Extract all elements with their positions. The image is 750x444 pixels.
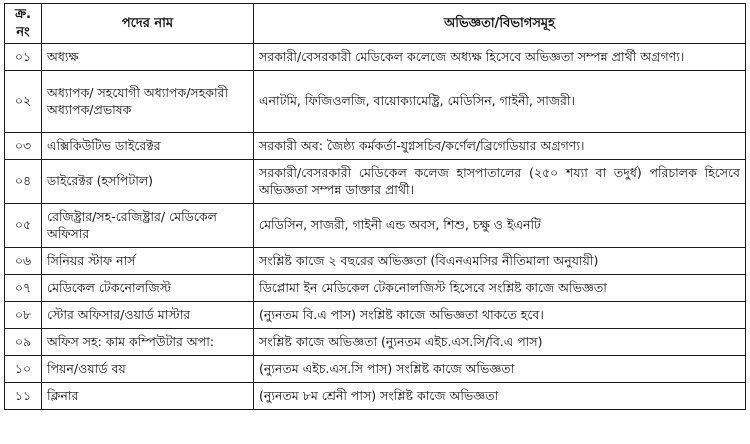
table-row bbox=[5, 160, 746, 204]
row-post: মেডিকেল টেকনোলজিস্ট bbox=[42, 275, 254, 302]
row-post: অধ্যক্ষ bbox=[42, 44, 254, 71]
row-serial: ১০ bbox=[5, 356, 42, 383]
row-serial: ০৬ bbox=[5, 248, 42, 275]
row-post: ডাইরেক্টর (হসপিটাল) bbox=[42, 160, 254, 204]
row-experience: সরকারী/বেসরকারী মেডিকেল কলেজে অধ্যক্ষ হিসেবে অভিজ্ঞতা সম্পন্ন প্রার্থী অগ্রগণ্য। bbox=[254, 44, 746, 71]
row-post: পিয়ন/ওয়ার্ড বয় bbox=[42, 356, 254, 383]
row-post: অফিস সহ: কাম কম্পিউটার অপা: bbox=[42, 329, 254, 356]
row-post: সিনিয়র স্টাফ নার্স bbox=[42, 248, 254, 275]
row-experience: (ন্যুনতম বি.এ পাস) সংশ্লিষ্ট কাজে অভিজ্ঞতা থাকতে হবে। bbox=[254, 302, 746, 329]
table-row bbox=[5, 248, 746, 275]
recruitment-table bbox=[4, 3, 746, 410]
row-experience: সংশ্লিষ্ট কাজে ২ বছরের অভিজ্ঞতা (বিএনএমসির নীতিমালা অনুযায়ী) bbox=[254, 248, 746, 275]
row-experience: সরকারী/বেসরকারী মেডিকেল কলেজ হাসপাতালের (২৫০ শয্যা বা তদুর্ধ) পরিচালক হিসেবে অভিজ্ঞতা সম্পন্ন ডাক্তার প্রার্থী। bbox=[254, 160, 746, 204]
row-serial: ০৯ bbox=[5, 329, 42, 356]
row-serial: ১১ bbox=[5, 383, 42, 410]
row-post: ক্লিনার bbox=[42, 383, 254, 410]
row-experience: এনাটমি, ফিজিওলজি, বায়োক্যামেষ্ট্রি, মেডিসিন, গাইনী, সাজরী। bbox=[254, 71, 746, 133]
header-post-name: পদের নাম bbox=[42, 4, 254, 44]
header-row bbox=[5, 4, 746, 44]
row-serial: ০৭ bbox=[5, 275, 42, 302]
row-post: স্টোর অফিসার/ওয়ার্ড মাস্টার bbox=[42, 302, 254, 329]
row-serial: ০১ bbox=[5, 44, 42, 71]
row-serial: ০৪ bbox=[5, 160, 42, 204]
row-experience: ডিপ্লোমা ইন মেডিকেল টেকনোলজিস্ট হিসেবে সংশ্লিষ্ট কাজে অভিজ্ঞতা bbox=[254, 275, 746, 302]
table-row bbox=[5, 275, 746, 302]
row-serial: ০৮ bbox=[5, 302, 42, 329]
row-serial: ০৫ bbox=[5, 204, 42, 248]
table-row bbox=[5, 329, 746, 356]
row-experience: সংশ্লিষ্ট কাজে অভিজ্ঞতা (ন্যুনতম এইচ.এস.সি/বি.এ পাস) bbox=[254, 329, 746, 356]
row-post: এক্সিকিউটিভ ডাইরেক্টর bbox=[42, 133, 254, 160]
row-experience: মেডিসিন, সাজরী, গাইনী এন্ড অবস, শিশু, চক্ষু ও ইএনটি bbox=[254, 204, 746, 248]
table-row bbox=[5, 44, 746, 71]
row-post: রেজিষ্ট্রার/সহ-রেজিষ্ট্রার/ মেডিকেল অফিসার bbox=[42, 204, 254, 248]
row-experience: (ন্যুনতম এইচ.এস.সি পাস) সংশ্লিষ্ট কাজে অভিজ্ঞতা bbox=[254, 356, 746, 383]
header-serial-number: ক্র. নং bbox=[5, 4, 42, 44]
row-serial: ০২ bbox=[5, 71, 42, 133]
row-serial: ০৩ bbox=[5, 133, 42, 160]
table-row bbox=[5, 71, 746, 133]
table-row bbox=[5, 204, 746, 248]
header-experience: অভিজ্ঞতা/বিভাগসমূহ bbox=[254, 4, 746, 44]
row-post: অধ্যাপক/ সহযোগী অধ্যাপক/সহকারী অধ্যাপক/প্রভাষক bbox=[42, 71, 254, 133]
table-row bbox=[5, 383, 746, 410]
table-row bbox=[5, 133, 746, 160]
table-row bbox=[5, 302, 746, 329]
row-experience: সরকারী অব: জৈষ্ঠ্য কর্মকর্তা-যুগ্নসচিব/কর্ণেল/ব্রিগেডিয়ার অগ্রগণ্য। bbox=[254, 133, 746, 160]
table-row bbox=[5, 356, 746, 383]
row-experience: (ন্যুনতম ৮ম শ্রেনী পাস) সংশ্লিষ্ট কাজে অভিজ্ঞতা bbox=[254, 383, 746, 410]
